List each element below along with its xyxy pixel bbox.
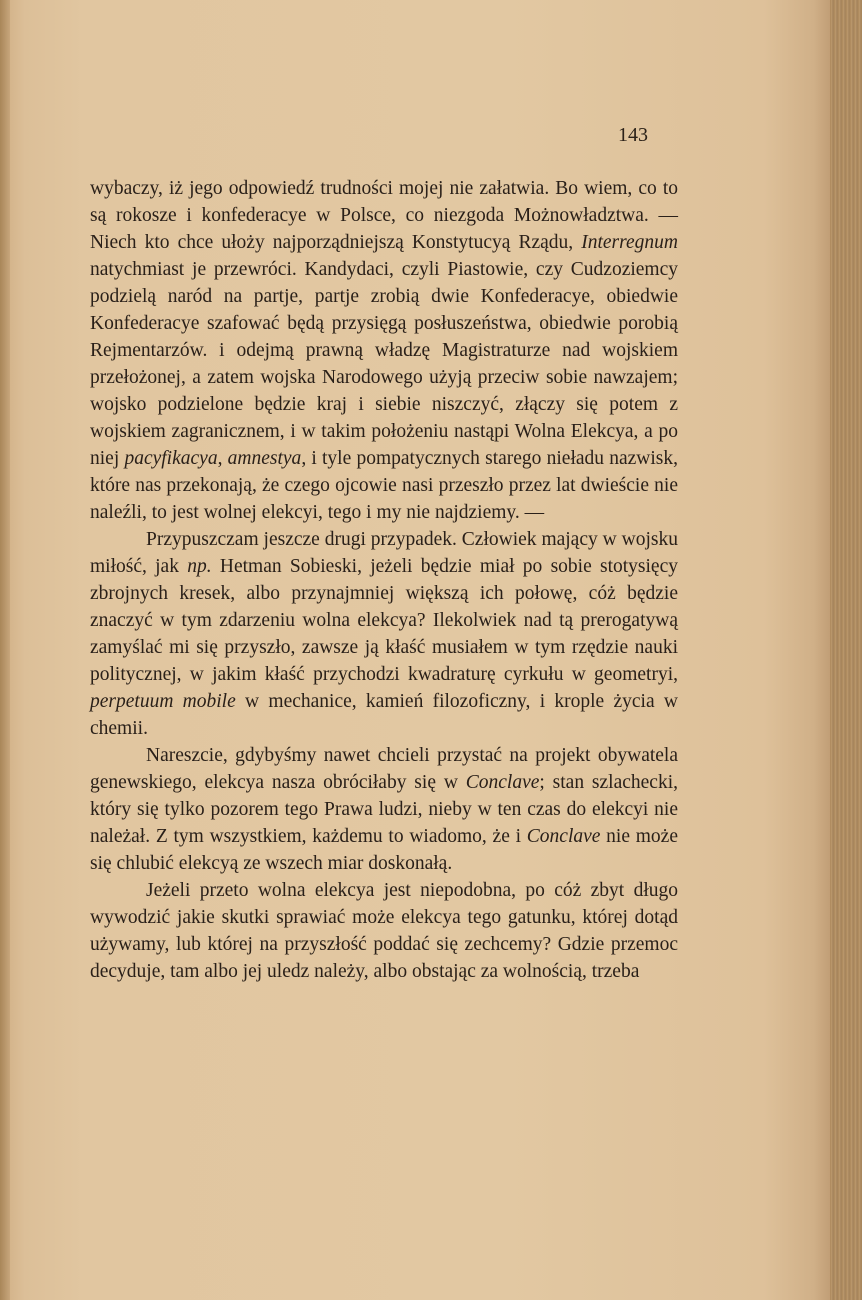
italic-term: perpetuum mobile <box>90 691 236 712</box>
page-number: 143 <box>618 124 648 146</box>
body-text <box>90 175 678 985</box>
italic-term: np. <box>187 556 212 577</box>
text-run: natychmiast je przewróci. Kandydaci, czyli Piastowie, czy Cudzoziemcy podzielą naród na partje, partje zrobią dwie Konfederacye, obiedwie Konfederacye szafować będą przysięgą posłuszeństwa, obiedwie porobią Rejmentarzów. i odejmą prawną władzę Magistraturze nad wojskiem przełożonej, a zatem wojska Narodowego użyją przeciw sobie nawzajem; wojsko podzielone będzie kraj i siebie niszczyć, złączy się potem z wojskiem zagranicznem, i w takim położeniu nastąpi Wolna Elekcya, a po niej <box>90 259 678 469</box>
text-run: Jeżeli przeto wolna elekcya jest niepodobna, po cóż zbyt długo wywodzić jakie skutki sprawiać może elekcya tego gatunku, której dotąd używamy, lub której na przyszłość poddać się zechcemy? Gdzie przemoc decyduje, tam albo jej uledz należy, albo obstając za wolnością, trzeba <box>90 880 678 982</box>
text-run: Nareszcie, gdybyśmy nawet chcieli przystać na projekt obywatela genewskiego, elekcya nasza obróciłaby się w <box>90 745 678 793</box>
text-run: , i tyle pompatycznych starego nieładu nazwisk, które nas przekonają, że czego ojcowie nasi przeszło przez lat dwieście nie naleźli, to jest wolnej elekcyi, tego i my nie najdziemy. — <box>90 448 678 523</box>
page-stack-edge <box>830 0 862 1300</box>
italic-term: pacyfikacya <box>124 448 218 469</box>
text-run: wybaczy, iż jego odpowiedź trudności mojej nie załatwia. Bo wiem, co to są rokosze i konfederacye w Polsce, co niezgoda Możnowładztwa. — Niech kto chce ułoży najporządniejszą Konstytucyą Rządu, <box>90 178 678 253</box>
paragraph <box>90 526 678 742</box>
text-run: , <box>217 448 228 469</box>
italic-term: Conclave <box>465 772 540 793</box>
italic-term: Interregnum <box>581 232 678 253</box>
paragraph <box>90 877 678 985</box>
text-run: ; stan szlachecki, który się tylko pozorem tego Prawa ludzi, nieby w ten czas do elekcyi nie należał. Z tym wszystkiem, każdemu to wiadomo, że i <box>90 772 679 847</box>
text-run: nie może się chlubić elekcyą ze wszech miar doskonałą. <box>90 826 678 874</box>
text-run: Hetman Sobieski, jeżeli będzie miał po sobie stotysięcy zbrojnych kresek, albo przynajmniej większą ich połowę, cóż będzie znaczyć w tym zdarzeniu wolna elekcya? Ilekolwiek nad tą prerogatywą zamyślać mi się przyszło, zawsze ją kłaść musiałem w tym rzędzie nauki politycznej, w jakim kłaść przychodzi kwadraturę cyrkułu w geometryi, <box>90 556 678 685</box>
italic-term: Conclave <box>526 826 601 847</box>
paragraph <box>90 742 678 877</box>
paragraph <box>90 175 678 526</box>
italic-term: amnestya <box>227 448 302 469</box>
text-run: Przypuszczam jeszcze drugi przypadek. Człowiek mający w wojsku miłość, jak <box>90 529 678 577</box>
page-binding <box>0 0 10 1300</box>
text-run: w mechanice, kamień filozoficzny, i krople życia w chemii. <box>90 691 678 739</box>
